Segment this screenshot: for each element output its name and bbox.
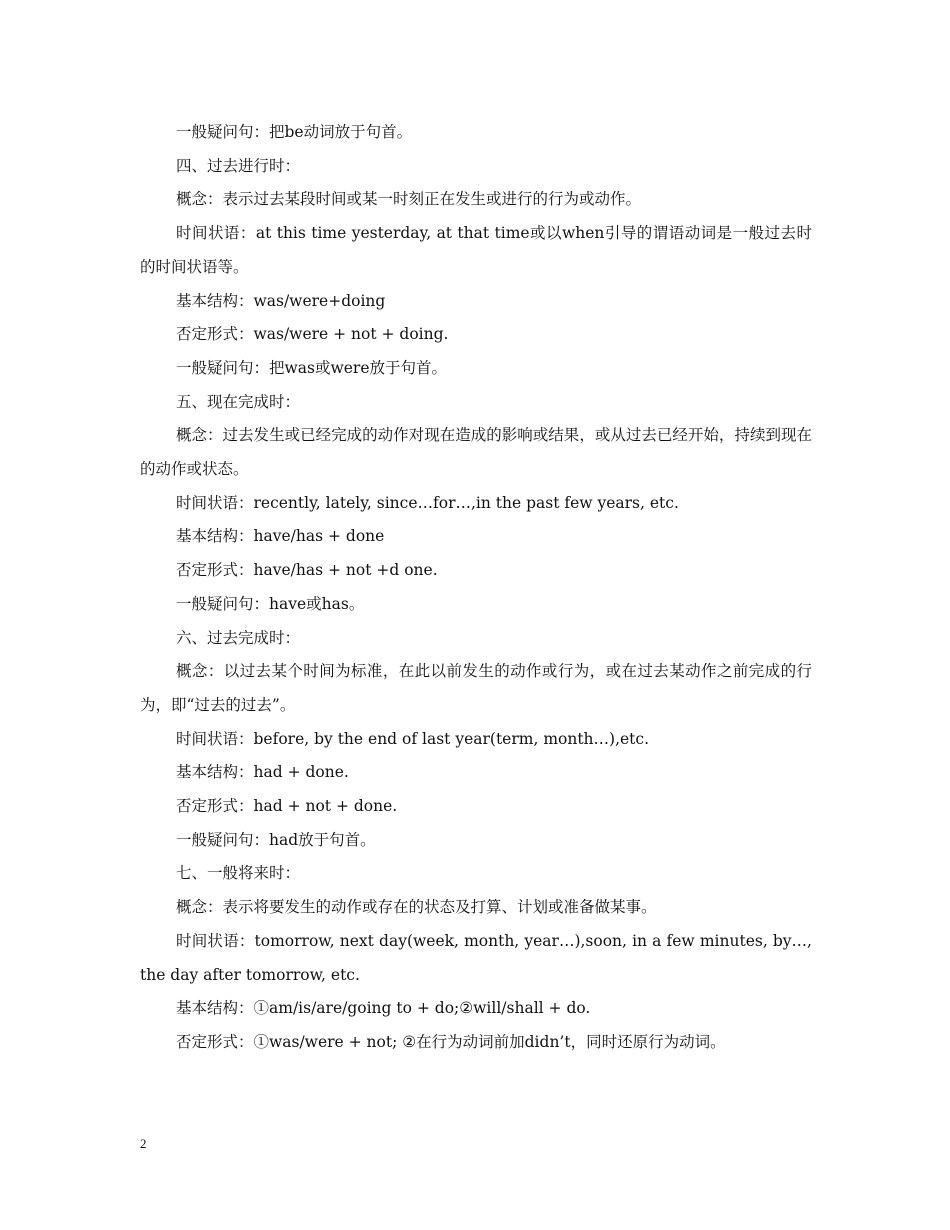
paragraph-24: 否定形式：①was/were + not; ②在行为动词前加didn’t，同时还原行为动词。 (176, 1032, 726, 1051)
section-heading-present-perfect: 五、现在完成时： (176, 392, 301, 411)
paragraph-6: 否定形式：was/were + not + doing. (176, 325, 449, 344)
paragraph-10: 时间状语：recently, lately, since…for…,in the past few years, etc. (176, 493, 679, 512)
paragraph-15: 概念：以过去某个时间为标准，在此以前发生的动作或行为，或在过去某动作之前完成的行为，即“过去的过去”。 (140, 662, 812, 714)
section-heading-past-continuous: 四、过去进行时： (176, 156, 301, 175)
paragraph-7: 一般疑问句：把was或were放于句首。 (176, 358, 447, 377)
paragraph-5: 基本结构：was/were+doing (176, 291, 386, 310)
paragraph-18: 否定形式：had + not + done. (176, 797, 398, 816)
paragraph-17: 基本结构：had + done. (176, 763, 349, 782)
paragraph-13: 一般疑问句：have或has。 (176, 594, 365, 613)
paragraph-1: 一般疑问句：把be动词放于句首。 (176, 123, 413, 141)
section-heading-past-perfect: 六、过去完成时： (176, 628, 301, 647)
paragraph-9: 概念：过去发生或已经完成的动作对现在造成的影响或结果，或从过去已经开始，持续到现在的动作或状态。 (140, 426, 812, 479)
paragraph-12: 否定形式：have/has + not +d one. (176, 561, 438, 580)
paragraph-16: 时间状语：before, by the end of last year(term, month…),etc. (176, 729, 650, 748)
paragraph-22: 时间状语：tomorrow, next day(week, month, year…),soon, in a few minutes, by…,the day after tomorrow, etc. (140, 931, 812, 984)
paragraph-19: 一般疑问句：had放于句首。 (176, 830, 376, 849)
document-body (140, 116, 812, 1060)
paragraph-11: 基本结构：have/has + done (176, 527, 385, 546)
paragraph-4: 时间状语：at this time yesterday, at that time或以when引导的谓语动词是一般过去时的时间状语等。 (140, 224, 812, 276)
paragraph-21: 概念：表示将要发生的动作或存在的状态及打算、计划或准备做某事。 (176, 898, 657, 917)
page-number: 2 (140, 1136, 147, 1151)
section-heading-simple-future: 七、一般将来时： (176, 864, 301, 883)
paragraph-23: 基本结构：①am/is/are/going to + do;②will/shall + do. (176, 999, 591, 1018)
paragraph-3: 概念：表示过去某段时间或某一时刻正在发生或进行的行为或动作。 (176, 190, 642, 209)
